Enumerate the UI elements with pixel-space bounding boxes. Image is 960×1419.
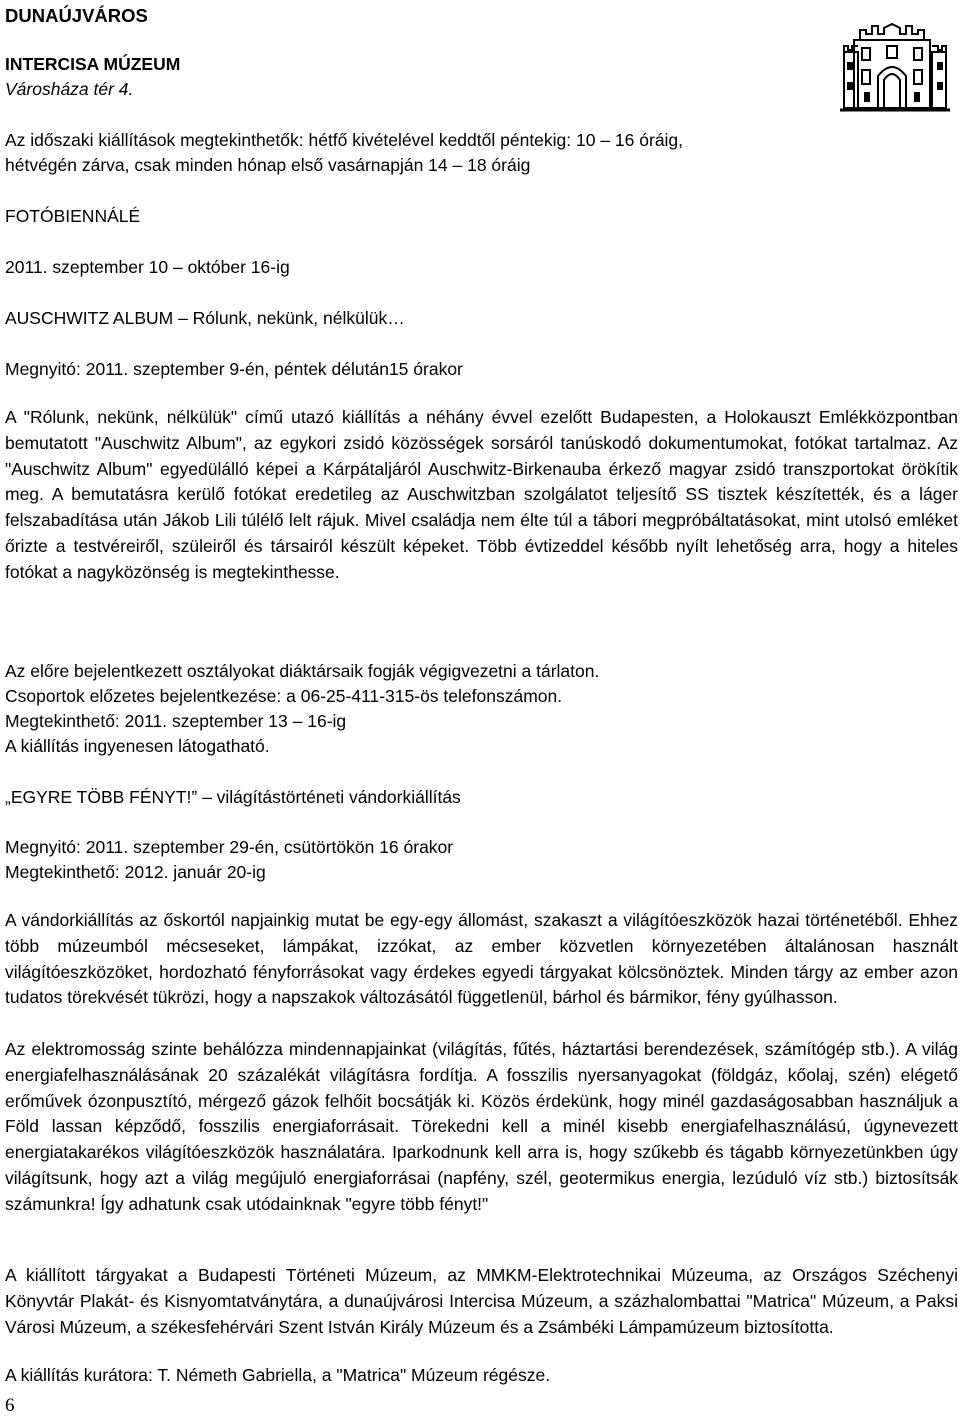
page-number: 6 — [5, 1395, 15, 1416]
event2-opening: Megnyitó: 2011. szeptember 29-én, csütörtökön 16 órakor — [5, 837, 454, 857]
event1-info-2: Csoportok előzetes bejelentkezése: a 06-25-411-315-ös telefonszámon. — [5, 686, 563, 706]
event2-paragraph-3: A kiállított tárgyakat a Budapesti Történeti Múzeum, az MMKM-Elektrotechnikai Múzeuma, az Országos Széchenyi Könyvtár Plakát- és Kisnyomtatványtára, a dunaújvárosi Intercisa Múzeum, a százhalombattai "Matrica" Múzeum, a Paksi Városi Múzeum, a székesfehérvári Szent István Király Múzeum és a Zsámbéki Lámpamúzeum biztosította. — [5, 1265, 958, 1337]
event2-paragraph-2: Az elektromosság szinte behálózza mindennapjainkat (világítás, fűtés, háztartási berendezések, számítógép stb.). A világ energiafelhasználásának 20 százalékát világításra fordítja. A fosszilis nyersanyagokat (földgáz, kőolaj, szén) elégető erőművek ózonpusztító, mérgező gázok felhőit bocsátják ki. Közös érdekünk, hogy minél gazdaságosabban használjuk a Föld lassan képződő, fosszilis energiaforrásait. Törekedni kell a minél kisebb energiafelhasználású, úgynevezett energiatakarékos világítóeszközök használatára. Iparkodnunk kell arra is, hogy szűkebb és tágabb környezetünkben úgy világítsunk, hogy azt a világ megújuló energiaforrásai (napfény, szél, geotermikus energia, lezúduló víz stb.) biztosítsák számunkra! Így adhatunk csak utódainknak "egyre több fényt!" — [5, 1039, 958, 1214]
museum-name: INTERCISA MÚZEUM — [5, 54, 181, 74]
event2-viewable: Megtekinthető: 2012. január 20-ig — [5, 862, 266, 882]
event2-paragraph-1: A vándorkiállítás az őskortól napjainkig mutat be egy-egy állomást, szakaszt a világítóeszközök hazai történetéből. Ehhez több múzeumból mécseseket, lámpákat, izzókat, az ember közvetlen környezetében általánosan használt világítóeszközöket, hordozható fényforrásokat vagy érdekes egyedi tárgyakat kölcsönöztek. Minden tárgy az ember azon tudatos törekvését tükrözi, hogy a napszakok változásától függetlenül, bárhol és bármikor, fény gyúlhasson. — [5, 910, 958, 1008]
event1-info-4: A kiállítás ingyenesen látogatható. — [5, 736, 270, 756]
opening-hours-line-1: Az időszaki kiállítások megtekinthetők: hétfő kivételével keddtől péntekig: 10 – 16 óráig, — [5, 130, 684, 150]
event1-info-3: Megtekinthető: 2011. szeptember 13 – 16-ig — [5, 711, 347, 731]
event2-title: „EGYRE TÖBB FÉNYT!” – világítástörténeti vándorkiállítás — [5, 787, 461, 807]
event2-curator: A kiállítás kurátora: T. Németh Gabriella, a "Matrica" Múzeum régésze. — [5, 1365, 551, 1385]
event1-description: A "Rólunk, nekünk, nélkülük" című utazó kiállítás a néhány évvel ezelőtt Budapesten, a Holokauszt Emlékközpontban bemutatott "Auschwitz Album", az egykori zsidó közösségek sorsáról tanúskodó dokumentumokat, fotókat tartalmaz. Az "Auschwitz Album" egyedülálló képei a Kárpátaljáról Auschwitz-Birkenauba érkező magyar zsidó transzportokat örökítik meg. A bemutatásra kerülő fotókat eredetileg az Auschwitzban szolgálatot teljesítő SS tisztek készítették, és a láger felszabadítása után Jákob Lili túlélő lelt rájuk. Mivel családja nem élte túl a tábori megpróbáltatásokat, mint utolsó emléket őrizte a testvéreiről, szüleiről és társairól készült képeket. Több évtizeddel később nyílt lehetőség arra, hogy a hiteles fotókat a nagyközönség is megtekinthesse. — [5, 407, 958, 582]
event1-opening: Megnyitó: 2011. szeptember 9-én, péntek délután15 órakor — [5, 359, 463, 379]
event1-title: AUSCHWITZ ALBUM – Rólunk, nekünk, nélkülük… — [5, 308, 405, 328]
event1-dates: 2011. szeptember 10 – október 16-ig — [5, 257, 290, 277]
museum-address: Városháza tér 4. — [5, 79, 134, 99]
city-gate-tower-icon — [840, 22, 950, 114]
event1-series: FOTÓBIENNÁLÉ — [5, 206, 141, 226]
opening-hours-line-2: hétvégén zárva, csak minden hónap első vasárnapján 14 – 18 óráig — [5, 155, 531, 175]
event1-info-1: Az előre bejelentkezett osztályokat diáktársaik fogják végigvezetni a tárlaton. — [5, 661, 600, 681]
city-heading: DUNAÚJVÁROS — [5, 5, 148, 26]
